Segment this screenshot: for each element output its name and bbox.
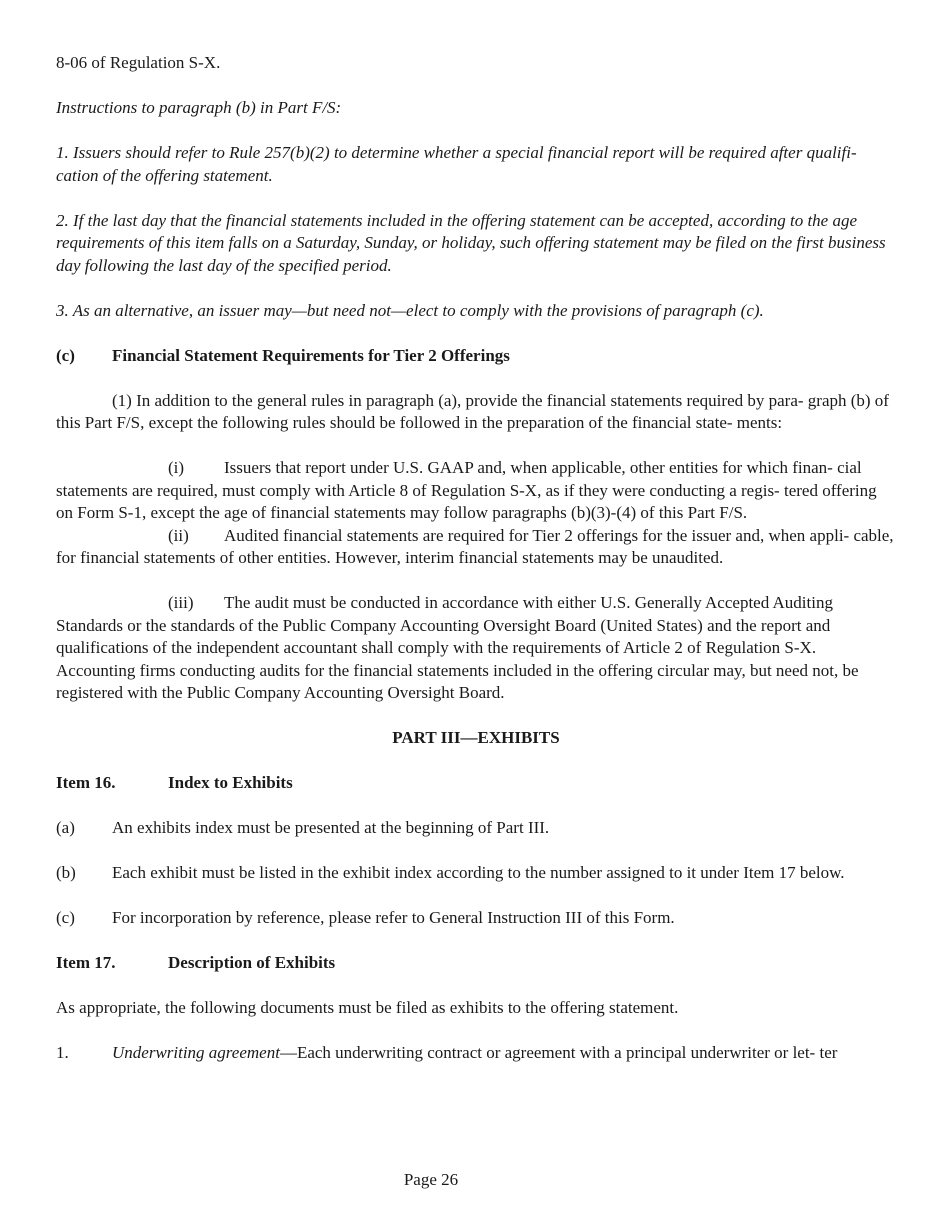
subitem-text: Audited financial statements are required for Tier 2 offerings for the issuer and, when appli- cable, for financial statements of other entities. However, interim financial statements may be unaudited.	[56, 525, 894, 567]
section-c-label: (c)	[56, 345, 75, 365]
para-label: (a)	[56, 818, 75, 837]
para-label: (b)	[56, 863, 76, 882]
instruction-item: 2. If the last day that the financial statements included in the offering statement can be accepted, according to the age requirements of this item falls on a Saturday, Sunday, or holiday, such offering statement may be filed on the first business day following the last day of the specified period.	[56, 210, 886, 275]
para-text: Each exhibit must be listed in the exhibit index according to the number assigned to it under Item 17 below.	[112, 863, 845, 882]
subitem-text: Issuers that report under U.S. GAAP and, when applicable, other entities for which finan- cial statements are required, must comply with Article 8 of Regulation S-X, as if they were conducting a regis- tered offering on Form S-1, except the age of financial statements may follow paragraphs (b)(3)-(4) of this Part F/S.	[56, 458, 877, 522]
section-c-heading	[56, 345, 896, 368]
item16-title: Index to Exhibits	[168, 773, 293, 792]
instruction-item: 3. As an alternative, an issuer may—but need not—elect to comply with the provisions of paragraph (c).	[56, 300, 764, 320]
section-c-intro: (1) In addition to the general rules in paragraph (a), provide the financial statements required by para- graph (b) of this Part F/S, except the following rules should be followed in the preparation of the financial state- ments:	[56, 390, 889, 432]
continuation-line: 8-06 of Regulation S-X.	[56, 53, 221, 72]
subitem	[56, 525, 896, 570]
subitem-label: (i)	[168, 458, 185, 477]
para-label: (c)	[56, 908, 75, 927]
subitem-text: The audit must be conducted in accordance with either U.S. Generally Accepted Auditing Standards or the standards of the Public Company Accounting Oversight Board (United States) and the report and qualifications of the independent accountant shall comply with the requirements of Article 2 of Regulation S-X. Accounting firms conducting audits for the financial statements included in the offering circular may, but need not, be registered with the Public Company Accounting Oversight Board.	[56, 593, 859, 702]
item16-label: Item 16.	[56, 773, 116, 792]
section-c-title: Financial Statement Requirements for Tier 2 Offerings	[112, 345, 510, 365]
subitem-label: (ii)	[168, 525, 189, 545]
item16-heading	[56, 772, 896, 795]
item17-title: Description of Exhibits	[168, 953, 336, 972]
para-italic-title: Underwriting agreement	[112, 1043, 280, 1062]
item17-heading	[56, 952, 896, 975]
page-number: Page 26	[403, 1170, 459, 1189]
subitem-label: (iii)	[168, 593, 194, 612]
subitem	[56, 457, 896, 525]
item16-para	[56, 907, 896, 930]
item16-para	[56, 817, 896, 840]
document-page	[56, 52, 896, 1065]
para-text: For incorporation by reference, please refer to General Instruction III of this Form.	[112, 908, 675, 927]
item17-para	[56, 1042, 896, 1065]
instructions-heading: Instructions to paragraph (b) in Part F/S:	[56, 98, 342, 117]
item16-para	[56, 862, 896, 885]
para-text: An exhibits index must be presented at the beginning of Part III.	[112, 818, 550, 837]
part-heading: PART III—EXHIBITS	[392, 728, 560, 747]
para-label: 1.	[56, 1043, 69, 1062]
subitem	[56, 592, 896, 705]
item17-label: Item 17.	[56, 953, 116, 972]
para-text: —Each underwriting contract or agreement with a principal underwriter or let- ter	[279, 1043, 838, 1062]
item17-intro: As appropriate, the following documents must be filed as exhibits to the offering statement.	[56, 998, 679, 1017]
instruction-item: 1. Issuers should refer to Rule 257(b)(2) to determine whether a special financial report will be required after qualifi- cation of the offering statement.	[56, 143, 857, 185]
